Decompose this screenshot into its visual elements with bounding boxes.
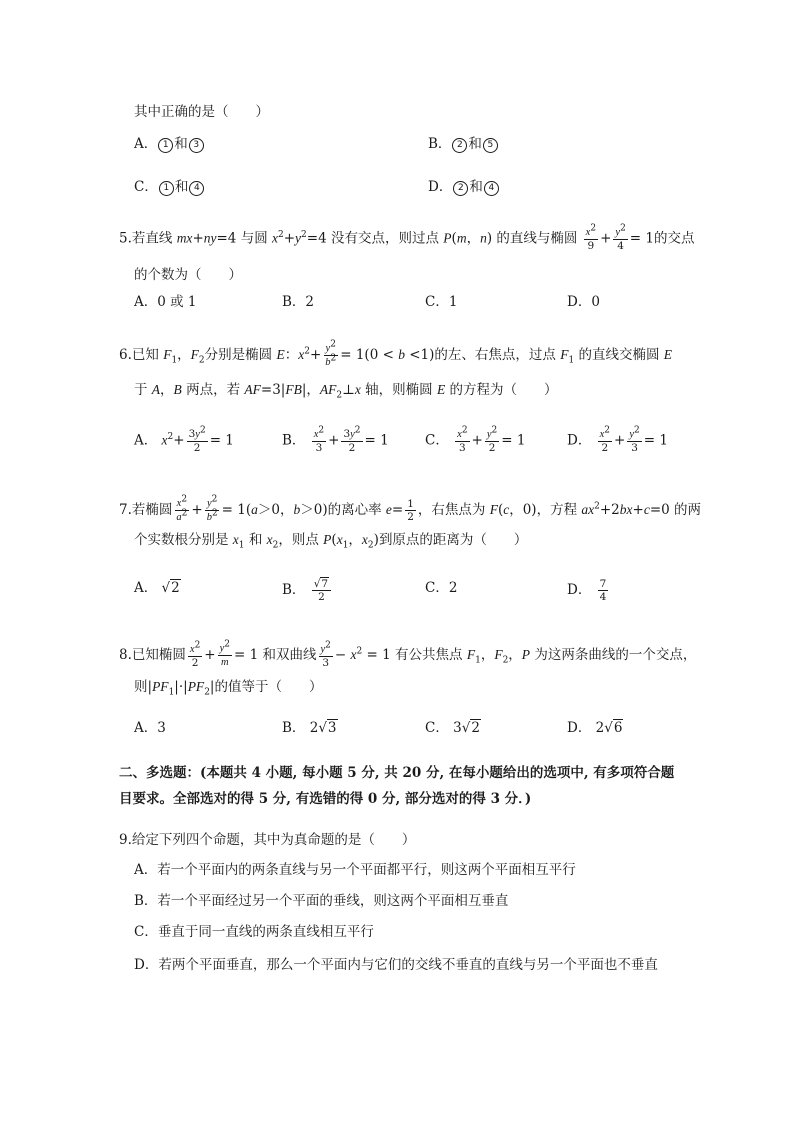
fraction: $\frac{x^2}{3}$ [313, 425, 325, 454]
fraction: $\frac{y^2}{2}$ [486, 425, 498, 454]
circled-number-icon: 3 [189, 138, 204, 153]
q7-option-a: A． √2 [134, 580, 180, 596]
q9-option-c: C．垂直于同一直线的两条直线相互平行 [134, 924, 374, 940]
q4-option-c: C． 1 和 4 [134, 177, 205, 197]
fraction: $\frac{x^2}{2}$ [599, 425, 611, 454]
q5-option-c: C．1 [425, 294, 458, 310]
q9-option-a: A．若一个平面内的两条直线与另一个平面都平行，则这两个平面相互平行 [134, 862, 576, 878]
circled-number-icon: 4 [484, 181, 499, 196]
q5-stem-line1: 5.若直线 mx+ny=4 与圆 $x^2+y^2=4$ 没有交点，则过点 P(m，n) 的直线与椭圆 $\frac{x^2}{9}$ + $\frac{y^2}{4}$ = 1的交点 [119, 223, 695, 252]
fraction: $\frac{x^2}{a^2}$ [176, 494, 188, 523]
q8-stem-line1: 8.已知椭圆 $\frac{x^2}{2}$ + $\frac{y^2}{m}$ = 1 和双曲线 $\frac{y^2}{3}$ − $x^2 = 1$ 有公共焦点 $F_1$，$F_2$，P 为这两条曲线的一个交点， [119, 639, 697, 669]
q6-option-d: D． $\frac{x^2}{2}$ + $\frac{y^2}{3}$ = 1 [567, 425, 668, 454]
fraction: $\frac{y^2}{b^2}$ [325, 339, 337, 368]
q9-option-b: B．若一个平面经过另一个平面的垂线，则这两个平面相互垂直 [134, 893, 509, 909]
q8-option-a: A．3 [134, 720, 166, 736]
q7-option-c: C．2 [425, 580, 458, 596]
q5-stem-line2: 的个数为（ ） [134, 267, 242, 283]
q6-option-c: C． $\frac{x^2}{3}$ + $\frac{y^2}{2}$ = 1 [425, 425, 526, 454]
fraction: $\frac{x^2}{3}$ [457, 425, 468, 454]
circled-number-icon: 2 [453, 181, 468, 196]
q6-option-a: A． $x^2+$ $\frac{3y^2}{2}$ = 1 [134, 425, 234, 454]
q5-option-a: A．0 或 1 [134, 294, 197, 310]
fraction: $\frac{y^2}{4}$ [615, 223, 626, 252]
fraction: $\frac{√7}{2}$ [312, 578, 331, 603]
circled-number-icon: 1 [158, 138, 173, 153]
fraction: $\frac{7}{4}$ [599, 578, 607, 603]
q7-option-d: D． $\frac{7}{4}$ [567, 578, 607, 603]
q6-stem-line2: 于 A，B 两点，若 AF=3|FB|，$AF_2\perp x$ 轴，则椭圆 E 的方程为（ ） [134, 382, 558, 401]
q4-stem-tail: 其中正确的是（ ） [134, 104, 269, 120]
circled-number-icon: 4 [189, 181, 204, 196]
circled-number-icon: 5 [483, 138, 498, 153]
q7-option-b: B． $\frac{√7}{2}$ [282, 578, 333, 603]
q4-option-b: B． 2 和 5 [428, 134, 499, 154]
q4-option-a: A． 1 和 3 [134, 134, 205, 154]
fraction: $\frac{y^2}{m}$ [219, 639, 231, 668]
fraction: $\frac{y^2}{3}$ [320, 640, 331, 669]
q5-option-b: B．2 [282, 294, 315, 310]
circled-number-icon: 1 [159, 181, 174, 196]
fraction: $\frac{3y^2}{2}$ [343, 425, 361, 454]
fraction: $\frac{x^2}{2}$ [189, 640, 201, 669]
fraction: $\frac{y^2}{b^2}$ [206, 494, 218, 523]
q9-stem: 9.给定下列四个命题，其中为真命题的是（ ） [119, 832, 416, 848]
circled-number-icon: 2 [452, 138, 467, 153]
q6-option-b: B． $\frac{x^2}{3}$ + $\frac{3y^2}{2}$ = 1 [282, 425, 389, 454]
fraction: $\frac{x^2}{9}$ [585, 223, 597, 252]
q8-option-d: D． 2√6 [567, 720, 623, 736]
q9-option-d: D．若两个平面垂直，那么一个平面内与它们的交线不垂直的直线与另一个平面也不垂直 [134, 957, 658, 973]
q6-stem-line1: 6.已知 $F_1$，$F_2$分别是椭圆 E：$x^2+$ $\frac{y^2}{b^2}$ = 1(0 < b <1)的左、右焦点，过点 $F_1$ 的直线交椭圆 E [119, 339, 673, 368]
section-heading-line2: 目要求。全部选对的得 5 分, 有选错的得 0 分, 部分选对的得 3 分．) [119, 791, 532, 807]
fraction: $\frac{1}{2}$ [407, 498, 414, 523]
q8-stem-line2: 则$|PF_1|\cdot|PF_2|$的值等于（ ） [134, 679, 323, 698]
q5-option-d: D．0 [567, 294, 600, 310]
q8-option-c: C． 3√2 [425, 720, 480, 736]
fraction: $\frac{y^2}{3}$ [629, 425, 640, 454]
q8-option-b: B． 2√3 [282, 720, 337, 736]
q7-stem-line1: 7.若椭圆 $\frac{x^2}{a^2}$ + $\frac{y^2}{b^2}$ = 1(a＞0，b＞0)的离心率 e= $\frac{1}{2}$ ，右焦点为 F(c，0)，方程 $ax^2+2bx+c=0$ 的两 [119, 494, 702, 523]
q4-option-d: D． 2 和 4 [428, 177, 500, 197]
section-heading-line1: 二、多选题：(本题共 4 小题, 每小题 5 分, 共 20 分, 在每小题给出的选项中, 有多项符合题 [119, 765, 675, 781]
fraction: $\frac{3y^2}{2}$ [188, 425, 206, 454]
q7-stem-line2: 个实数根分别是 $x_1$ 和 $x_2$，则点 $P(x_1$，$x_2$)到原点的距离为（ ） [134, 532, 528, 551]
